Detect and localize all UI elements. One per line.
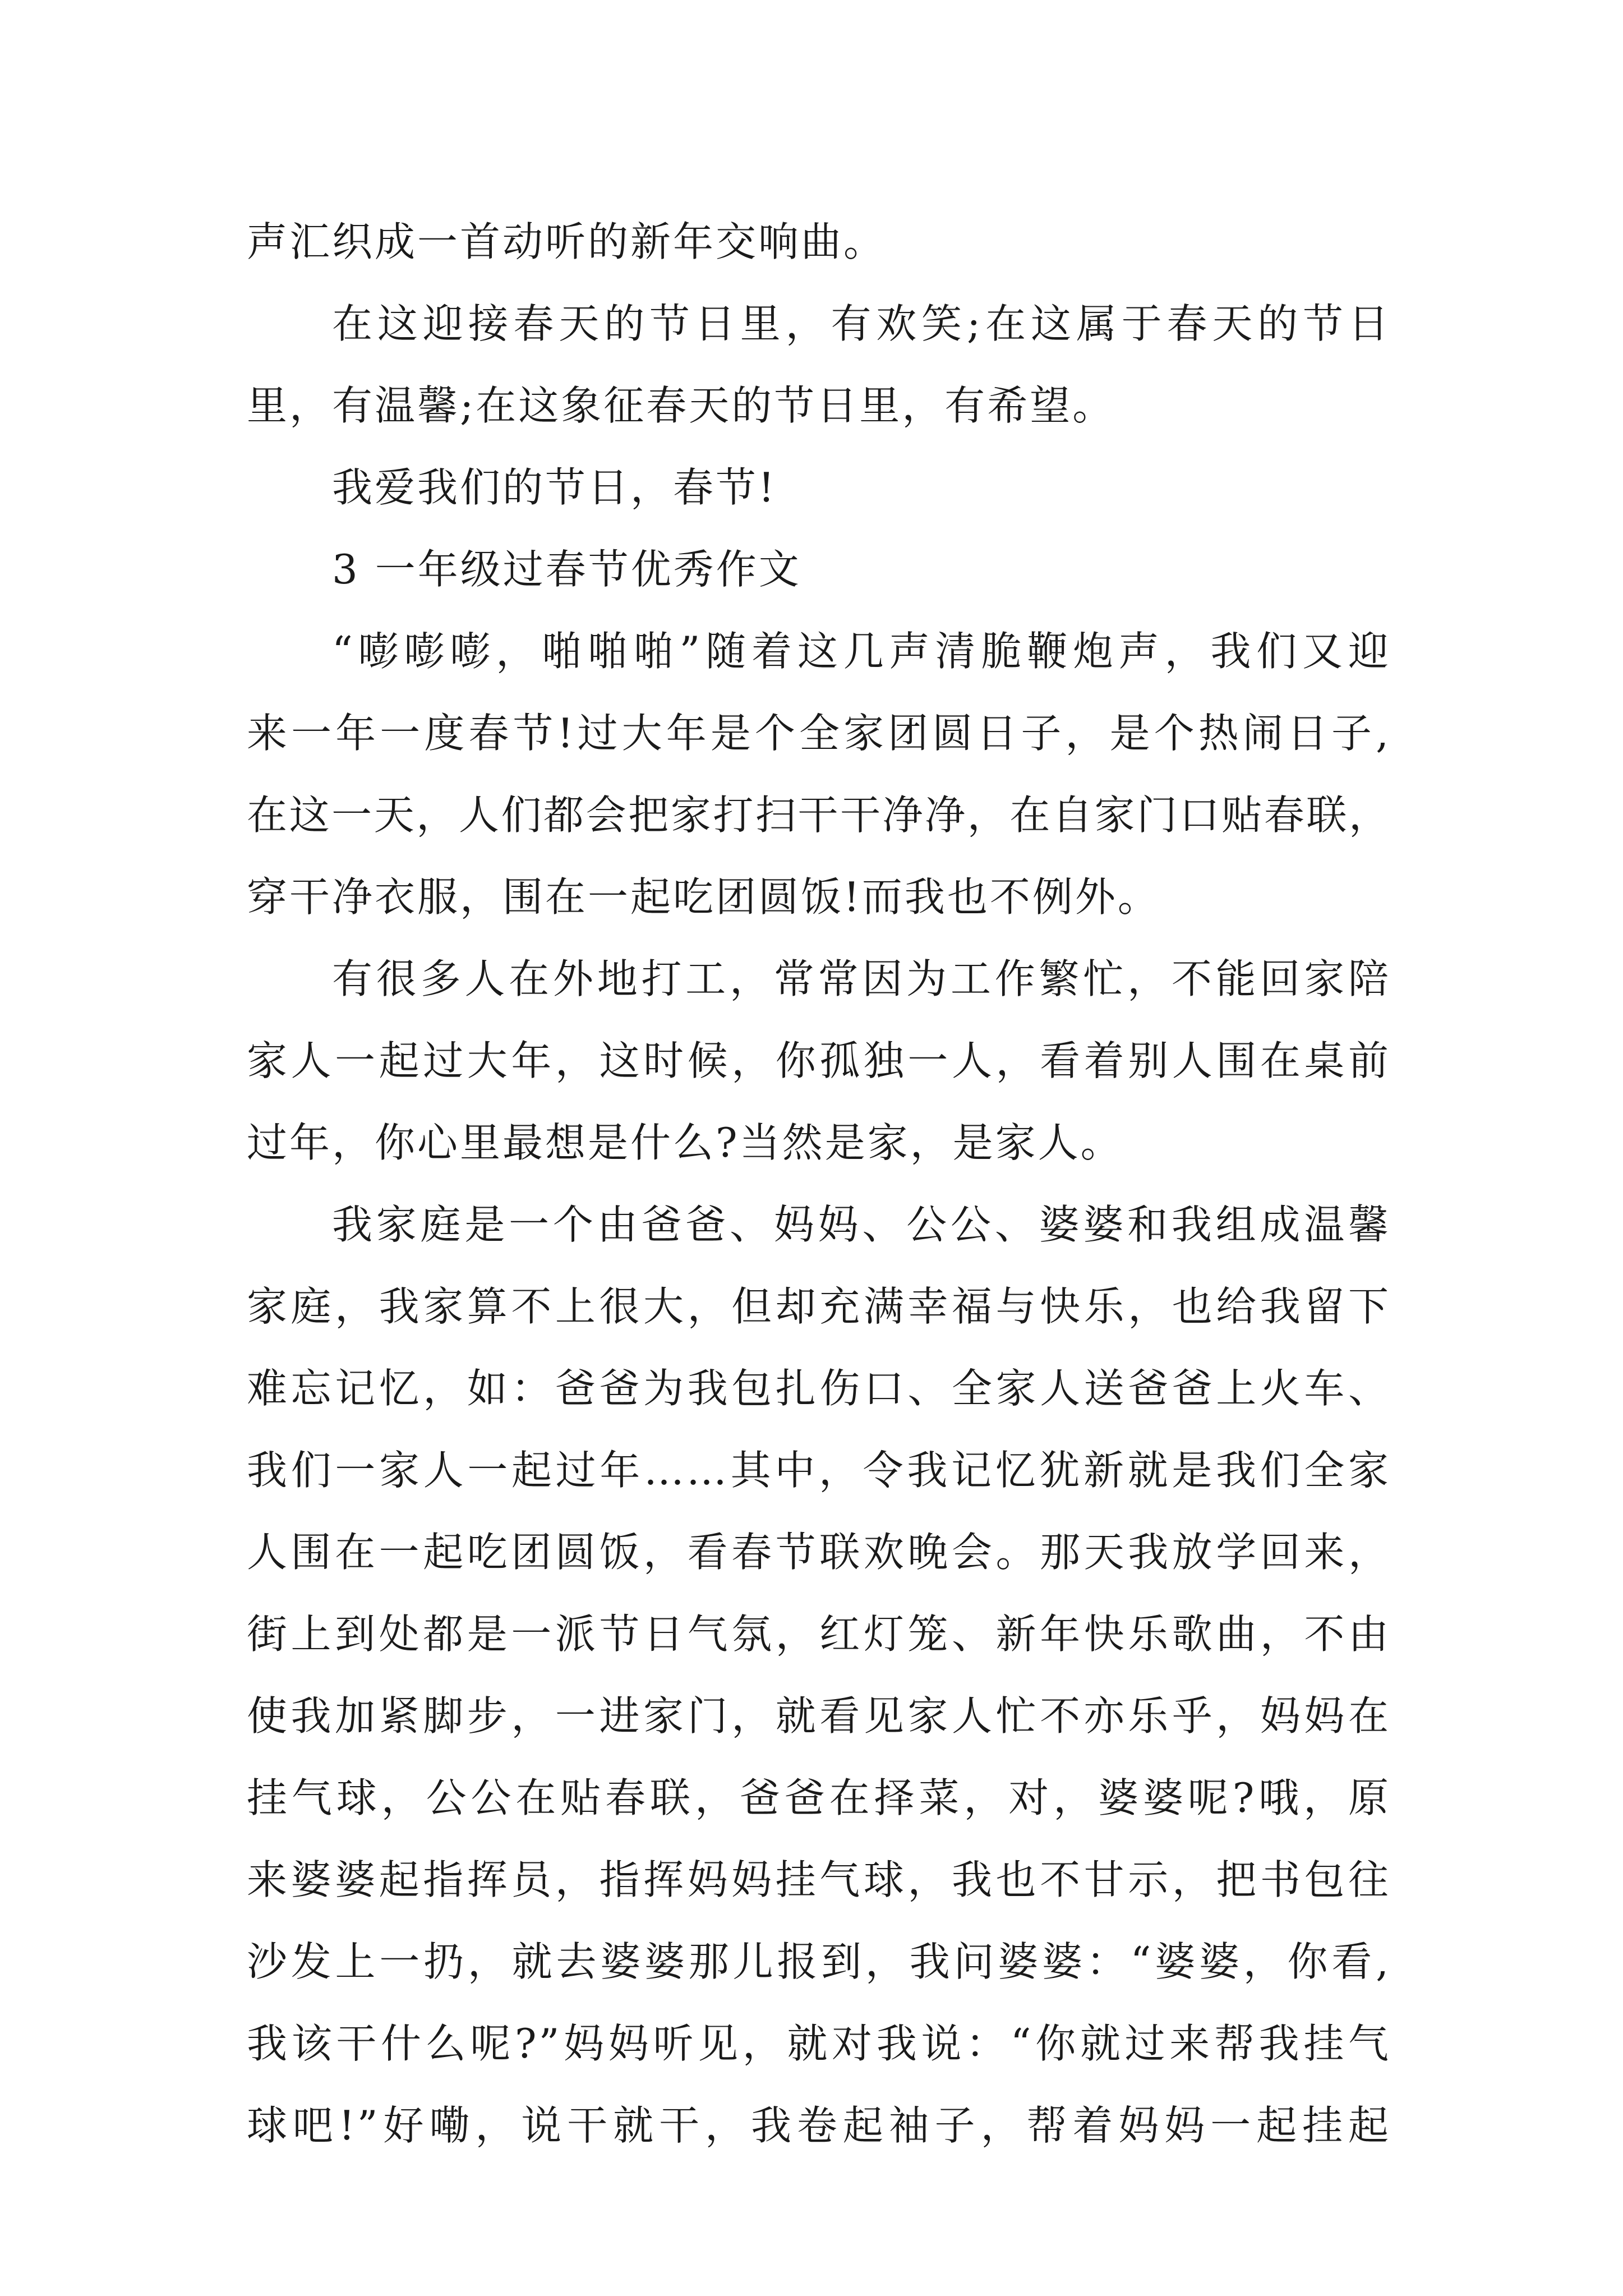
text-line: 在这迎接春天的节日里，有欢笑;在这属于春天的节日 <box>332 300 1391 347</box>
text-line: 我们一家人一起过年……其中，令我记忆犹新就是我们全家 <box>247 1447 1391 1494</box>
essay-text <box>247 201 1391 2166</box>
text-line: 来婆婆起指挥员，指挥妈妈挂气球，我也不甘示，把书包往 <box>247 1856 1391 1903</box>
text-line: 沙发上一扔，就去婆婆那儿报到，我问婆婆：“婆婆，你看, <box>247 1938 1391 1985</box>
text-line: 人围在一起吃团圆饭，看春节联欢晚会。那天我放学回来， <box>247 1529 1391 1576</box>
text-line: 家庭，我家算不上很大，但却充满幸福与快乐，也给我留下 <box>247 1283 1391 1330</box>
text-line: 街上到处都是一派节日气氛，红灯笼、新年快乐歌曲，不由 <box>247 1611 1391 1658</box>
text-line: 声汇织成一首动听的新年交响曲。 <box>247 218 887 265</box>
text-line: 来一年一度春节!过大年是个全家团圆日子，是个热闹日子, <box>247 710 1391 757</box>
section-heading: 3 一年级过春节优秀作文 <box>332 546 801 593</box>
text-line: 家人一起过大年，这时候，你孤独一人，看着别人围在桌前 <box>247 1037 1391 1084</box>
text-line: 我该干什么呢?”妈妈听见，就对我说：“你就过来帮我挂气 <box>247 2020 1391 2067</box>
text-line: 使我加紧脚步，一进家门，就看见家人忙不亦乐乎，妈妈在 <box>247 1692 1391 1740</box>
text-line: 难忘记忆，如：爸爸为我包扎伤口、全家人送爸爸上火车、 <box>247 1365 1391 1412</box>
text-line: 挂气球，公公在贴春联，爸爸在择菜，对，婆婆呢?哦，原 <box>247 1774 1391 1821</box>
text-line: 有很多人在外地打工，常常因为工作繁忙，不能回家陪 <box>332 955 1391 1002</box>
text-line: 里，有温馨;在这象征春天的节日里，有希望。 <box>247 382 1115 429</box>
text-line: “嘭嘭嘭，啪啪啪”随着这几声清脆鞭炮声，我们又迎 <box>332 628 1391 675</box>
text-line: 我家庭是一个由爸爸、妈妈、公公、婆婆和我组成温馨 <box>332 1201 1391 1248</box>
text-line: 过年，你心里最想是什么?当然是家，是家人。 <box>247 1119 1123 1166</box>
text-line: 球吧!”好嘞，说干就干，我卷起袖子，帮着妈妈一起挂起 <box>247 2102 1391 2149</box>
text-line: 在这一天，人们都会把家打扫干干净净，在自家门口贴春联， <box>247 792 1391 839</box>
text-line: 我爱我们的节日，春节! <box>332 464 777 511</box>
text-line: 穿干净衣服，围在一起吃团圆饭!而我也不例外。 <box>247 873 1160 921</box>
